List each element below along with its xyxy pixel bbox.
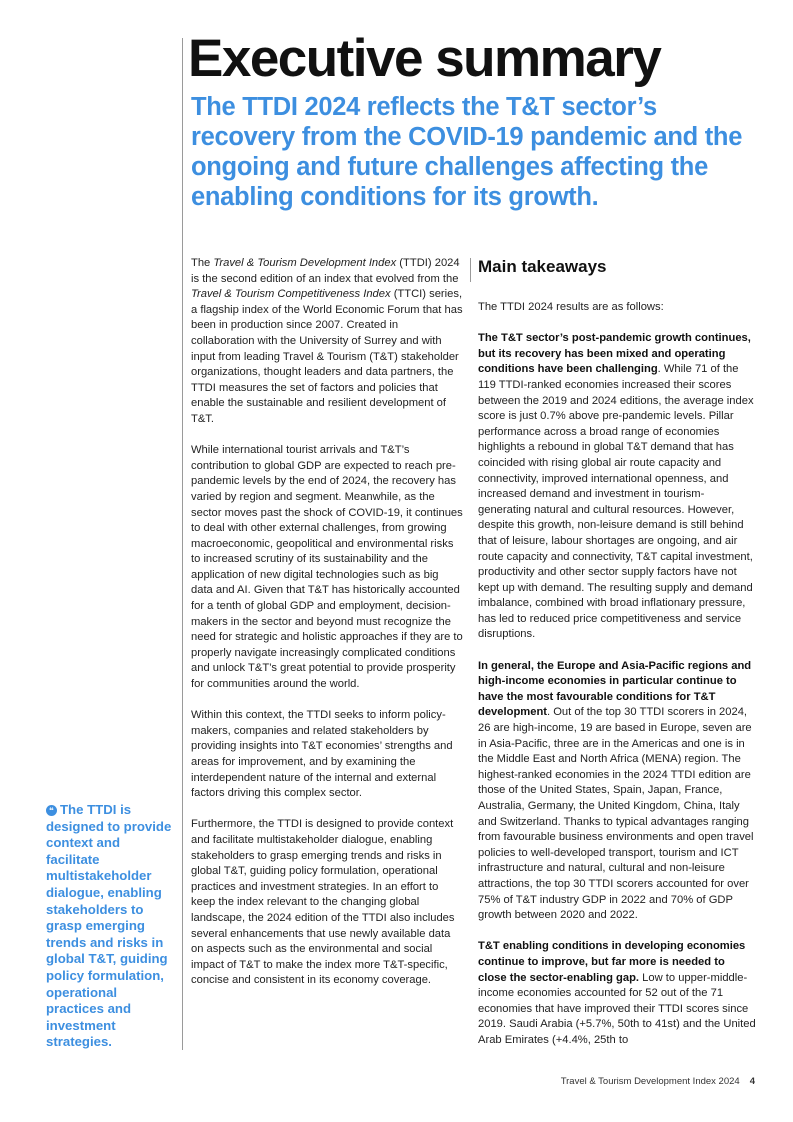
takeaways-rule — [470, 258, 471, 282]
page-subtitle: The TTDI 2024 reflects the T&T sector’s recovery from the COVID-19 pandemic and the ongoing and future challenges affecting the enabling conditions for its growth. — [191, 93, 743, 211]
page-title: Executive summary — [188, 29, 661, 88]
takeaway-text: . Out of the top 30 TTDI scorers in 2024, 26 are high-income, 19 are based in Europe, seven are in Asia-Pacific, three are in the Americas and one is in the Middle East and North Africa (MENA) region. The highest-ranked economies in the 2024 TTDI edition are those of the United States, Spain, Japan, France, Australia, Germany, the United Kingdom, China, Italy and Switzerland. Thanks to typical advantages ranging from favourable business environments and open travel policies to well-developed transport, tourism and ICT infrastructure and natural, cultural and non-leisure attractions, the top 30 TTDI scorers accounted for over 75% of T&T industry GDP in 2022 and 70% of GDP growth between 2020 and 2022. — [478, 706, 754, 922]
intro-previous-index-name: Travel & Tourism Competitiveness Index — [191, 288, 391, 301]
intro-text-b: (TTDI) 2024 is the second edition of an index that evolved from the — [191, 257, 460, 285]
left-column — [191, 256, 463, 1005]
takeaway-heading: The T&T sector’s post-pandemic growth continues, but its recovery has been mixed and operating conditions have been challenging — [478, 332, 751, 376]
page-number: 4 — [749, 1076, 755, 1087]
takeaway-item — [478, 659, 756, 924]
right-column — [478, 300, 756, 1064]
main-takeaways-heading: Main takeaways — [478, 257, 607, 276]
takeaway-heading: In general, the Europe and Asia-Pacific regions and high-income economies in particular continue to have the most favourable conditions for T&T development — [478, 659, 752, 719]
pull-quote — [46, 802, 174, 1051]
takeaways-intro: The TTDI 2024 results are as follows: — [478, 301, 664, 313]
takeaway-item — [478, 939, 756, 1048]
intro-index-name: Travel & Tourism Development Index — [213, 257, 397, 269]
pull-quote-text: The TTDI is designed to provide context and facilitate multistakeholder dialogue, enabling stakeholders to grasp emerging trends and risks in global T&T, guiding policy formulation, operational practices and investment strategies. — [46, 802, 172, 1050]
page-footer — [561, 1076, 755, 1087]
body-paragraph-2: While international tourist arrivals and T&T’s contribution to global GDP are expected to reach pre-pandemic levels by the end of 2024, the recovery has varied by region and segment. Meanwhile, as the sector moves past the shock of COVID-19, it continues to deal with other external challenges, from growing macroeconomic, geopolitical and environmental risks to increased scrutiny of its sustainability and the application of new digital technologies such as big data and AI. Given that T&T has historically accounted for a tenth of global GDP and employment, decision-makers in the sector and beyond must recognize the need for strategic and holistic approaches if they are to properly navigate increasingly complicated conditions and unlock T&T’s great potential to provide prosperity for communities around the world. — [191, 444, 463, 691]
intro-paragraph — [191, 256, 463, 428]
footer-report-name: Travel & Tourism Development Index 2024 — [560, 1076, 740, 1087]
takeaway-text: Low to upper-middle-income economies accounted for 52 out of the 71 economies that have improved their TTDI scores since 2019. Saudi Arabia (+5.7%, 50th to 41st) and the United Arab Emirates (+4.4%, 25th to — [478, 971, 756, 1046]
body-paragraph-4: Furthermore, the TTDI is designed to provide context and facilitate multistakeholder dialogue, enabling stakeholders to grasp emerging trends and risks in global T&T, guiding policy formulation, operational practices and investment strategies. In an effort to keep the index relevant to the changing global landscape, the 2024 edition of the TTDI also includes several enhancements that use newly available data on aspects such as the environmental and social impact of T&T to make the index more T&T-specific, concise and consistent in its economy coverage. — [191, 818, 455, 987]
body-paragraph-3: Within this context, the TTDI seeks to inform policy-makers, companies and related stakeholders by providing insights into T&T economies’ strengths and areas for improvement, and by examining the interdependent nature of the internal and external factors driving this complex sector. — [191, 709, 453, 800]
takeaway-heading: T&T enabling conditions in developing economies continue to improve, but far more is needed to close the sector-enabling gap. — [478, 940, 746, 984]
vertical-divider — [182, 38, 183, 1050]
intro-text-c: (TTCI) series, a flagship index of the World Economic Forum that has been in production since 2007. Created in collaboration with the University of Surrey and with input from leading Travel & Tourism (T&T) stakeholder organizations, thought leaders and data partners, the TTDI measures the set of factors and policies that enable the sustainable and resilient development of T&T. — [191, 288, 463, 425]
takeaway-item — [478, 331, 756, 643]
takeaway-text: . While 71 of the 119 TTDI-ranked economies increased their scores between the 2019 and 2024 editions, the average index score is just 0.7% above pre-pandemic levels. Pillar performance across a broad range of economies highlights a rebound in global T&T demand that has coincided with rising global air route capacity and connectivity, improved international openness, and increased demand and investment in tourism-generating natural and cultural resources. However, despite this growth, non-leisure demand is still behind that of leisure, labour shortages are ongoing, and air route capacity and connectivity, T&T capital investment, productivity and other sector supply factors have not kept up with demand. The resulting supply and demand imbalance, combined with broad inflationary pressure, has led to reduced price competitiveness and service disruptions. — [478, 363, 754, 641]
quote-icon: ❝ — [46, 805, 57, 816]
intro-text-a: The — [191, 257, 214, 269]
